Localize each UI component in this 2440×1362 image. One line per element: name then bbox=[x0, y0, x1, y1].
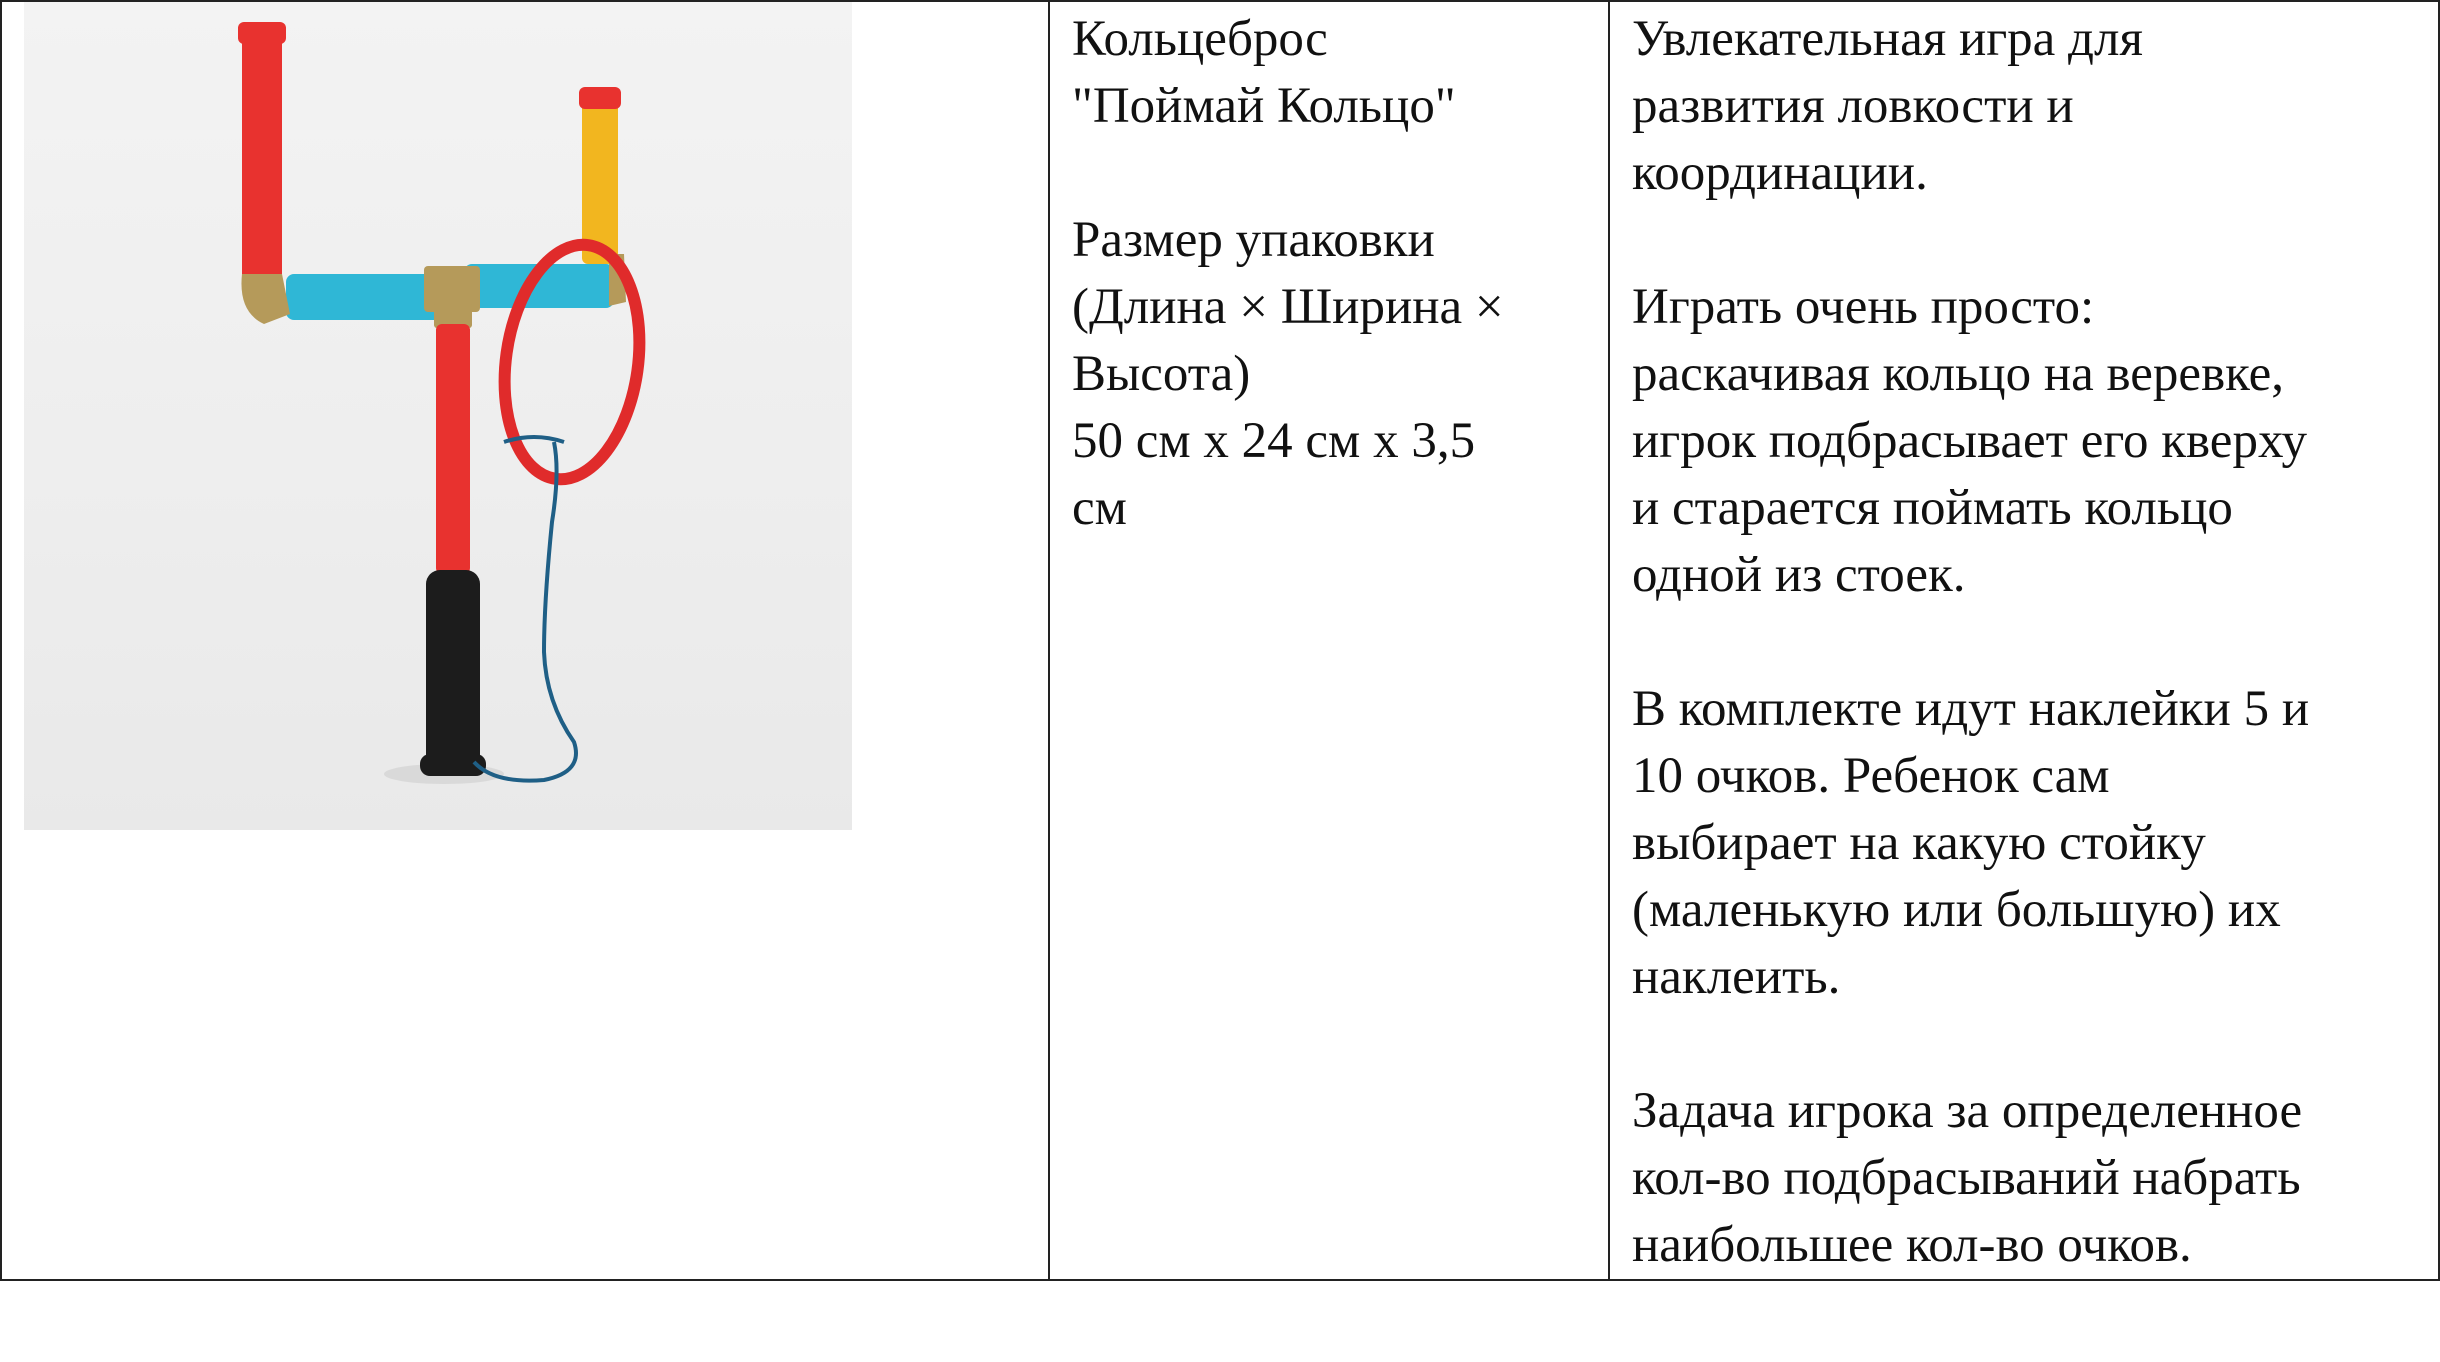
product-name-cell bbox=[1049, 1, 1609, 1280]
left-elbow-connector bbox=[241, 274, 290, 324]
product-description: Увлекательная игра для развития ловкости и координации. Играть очень просто: раскачивая кольцо на веревке, игрок подбрасывает его кверху и старается поймать кольцо одной из стоек. В комплекте идут наклейки 5 и 10 очков. Ребенок сам выбирает на какую стойку (маленькую или большую) их наклеить. Задача игрока за определенное кол-во подбрасываний набрать наибольшее кол-во очков. bbox=[1632, 11, 2310, 1273]
left-red-post-cap bbox=[238, 22, 286, 44]
left-red-post bbox=[242, 24, 282, 292]
product-name-and-size: Кольцеброс "Поймай Кольцо" Размер упаковки (Длина × Ширина × Высота) 50 см х 24 см х 3,5 см bbox=[1072, 11, 1504, 536]
product-description-cell bbox=[1609, 1, 2439, 1280]
blue-crossbar-left bbox=[286, 274, 446, 320]
black-handle bbox=[426, 570, 480, 770]
ring-toss-toy-illustration bbox=[24, 2, 852, 830]
red-stem bbox=[436, 324, 470, 574]
product-photo bbox=[24, 2, 852, 830]
product-image-cell bbox=[1, 1, 1049, 1280]
table-row bbox=[1, 1, 2439, 1280]
rope-knot bbox=[504, 437, 564, 442]
right-yellow-post-cap bbox=[579, 87, 621, 109]
blue-rope bbox=[474, 442, 576, 781]
right-yellow-post bbox=[582, 94, 618, 264]
